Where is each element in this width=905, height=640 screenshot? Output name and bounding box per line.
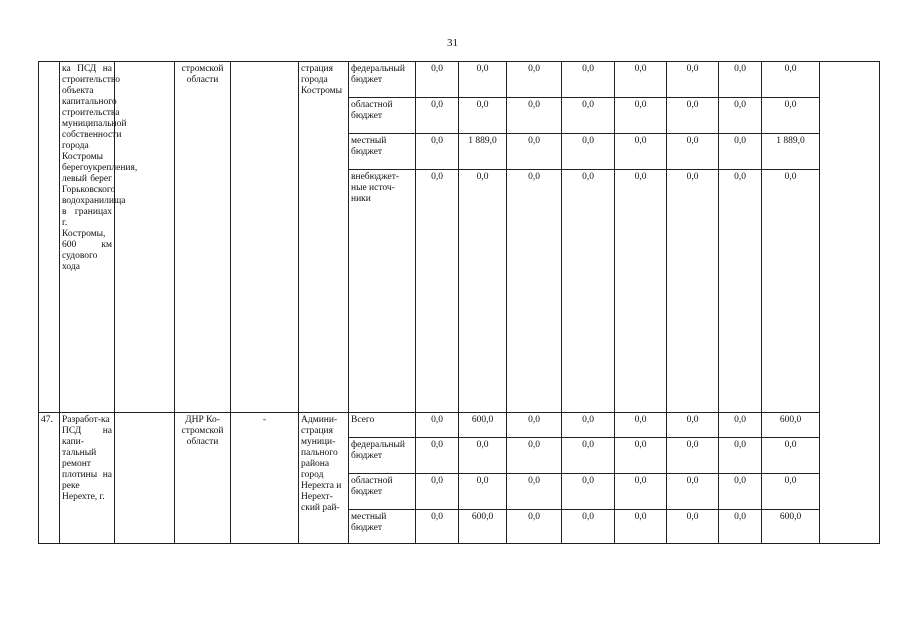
funding-source: областной бюджет	[349, 474, 416, 510]
value-cell: 0,0	[762, 62, 820, 98]
value-cell: 0,0	[507, 98, 562, 134]
value-cell: 0,0	[416, 474, 459, 510]
funding-source: федеральный бюджет	[349, 62, 416, 98]
value-cell: 0,0	[416, 98, 459, 134]
funding-source: Всего	[349, 413, 416, 438]
executor-cell: Админи-страция муници-пального района город Нерехта и Нерехт-ский рай-	[299, 413, 349, 544]
value-cell: 0,0	[667, 438, 719, 474]
value-cell: 0,0	[719, 474, 762, 510]
empty-cell	[115, 62, 175, 413]
value-cell: 0,0	[615, 134, 667, 170]
value-cell: 0,0	[719, 134, 762, 170]
deadline-cell: -	[231, 413, 299, 544]
table-row	[39, 62, 880, 98]
value-cell: 0,0	[667, 474, 719, 510]
value-cell: 0,0	[507, 438, 562, 474]
value-cell: 0,0	[459, 438, 507, 474]
item-description: ка ПСД на строительство объекта капитального строительства муниципальной собственности города Костромы берегоукрепления, левый берег Горьковского водохранилища в границах г. Костромы, 600 км судового хода	[60, 62, 115, 413]
funding-source: федеральный бюджет	[349, 438, 416, 474]
value-cell: 0,0	[507, 474, 562, 510]
value-cell: 1 889,0	[762, 134, 820, 170]
customer-cell: стромской области	[175, 62, 231, 413]
value-cell: 0,0	[615, 170, 667, 413]
value-cell: 0,0	[615, 438, 667, 474]
value-cell: 600,0	[762, 510, 820, 544]
value-cell: 0,0	[719, 438, 762, 474]
value-cell: 0,0	[416, 510, 459, 544]
value-cell: 0,0	[667, 98, 719, 134]
value-cell: 0,0	[667, 62, 719, 98]
value-cell: 0,0	[562, 134, 615, 170]
value-cell: 0,0	[507, 170, 562, 413]
value-cell: 0,0	[719, 98, 762, 134]
value-cell: 0,0	[562, 510, 615, 544]
value-cell: 0,0	[615, 474, 667, 510]
value-cell: 600,0	[459, 413, 507, 438]
value-cell: 0,0	[459, 474, 507, 510]
funding-source: внебюджет-ные источ-ники	[349, 170, 416, 413]
page-number: 31	[447, 37, 458, 49]
value-cell: 600,0	[459, 510, 507, 544]
value-cell: 0,0	[667, 510, 719, 544]
value-cell: 0,0	[507, 62, 562, 98]
value-cell: 0,0	[459, 170, 507, 413]
value-cell: 0,0	[719, 62, 762, 98]
value-cell: 0,0	[667, 170, 719, 413]
value-cell: 0,0	[667, 413, 719, 438]
value-cell: 0,0	[719, 170, 762, 413]
value-cell: 0,0	[416, 438, 459, 474]
value-cell: 0,0	[667, 134, 719, 170]
item-description: Разработ-ка ПСД на капи-тальный ремонт плотины на реке Нерехте, г.	[60, 413, 115, 544]
value-cell: 0,0	[562, 170, 615, 413]
value-cell: 0,0	[762, 474, 820, 510]
value-cell: 0,0	[459, 62, 507, 98]
value-cell: 0,0	[719, 413, 762, 438]
value-cell: 0,0	[762, 98, 820, 134]
value-cell: 0,0	[562, 438, 615, 474]
value-cell: 0,0	[762, 438, 820, 474]
executor-cell: страция города Костромы	[299, 62, 349, 413]
value-cell: 0,0	[507, 413, 562, 438]
value-cell: 0,0	[615, 98, 667, 134]
value-cell: 0,0	[507, 134, 562, 170]
value-cell: 0,0	[615, 510, 667, 544]
value-cell: 1 889,0	[459, 134, 507, 170]
notes-cell	[820, 62, 880, 544]
empty-cell	[115, 413, 175, 544]
value-cell: 0,0	[416, 62, 459, 98]
funding-source: местный бюджет	[349, 510, 416, 544]
value-cell: 0,0	[615, 413, 667, 438]
table-row	[39, 413, 880, 438]
program-table	[38, 61, 880, 544]
value-cell: 600,0	[762, 413, 820, 438]
value-cell: 0,0	[562, 474, 615, 510]
customer-cell: ДНР Ко-стромской области	[175, 413, 231, 544]
value-cell: 0,0	[416, 170, 459, 413]
value-cell: 0,0	[507, 510, 562, 544]
deadline-cell	[231, 62, 299, 413]
value-cell: 0,0	[416, 413, 459, 438]
value-cell: 0,0	[615, 62, 667, 98]
funding-source: местный бюджет	[349, 134, 416, 170]
value-cell: 0,0	[562, 62, 615, 98]
value-cell: 0,0	[416, 134, 459, 170]
funding-source: областной бюджет	[349, 98, 416, 134]
value-cell: 0,0	[562, 413, 615, 438]
row-number-cell: 47.	[39, 413, 60, 544]
value-cell: 0,0	[459, 98, 507, 134]
value-cell: 0,0	[562, 98, 615, 134]
value-cell: 0,0	[762, 170, 820, 413]
row-number-cell	[39, 62, 60, 413]
value-cell: 0,0	[719, 510, 762, 544]
